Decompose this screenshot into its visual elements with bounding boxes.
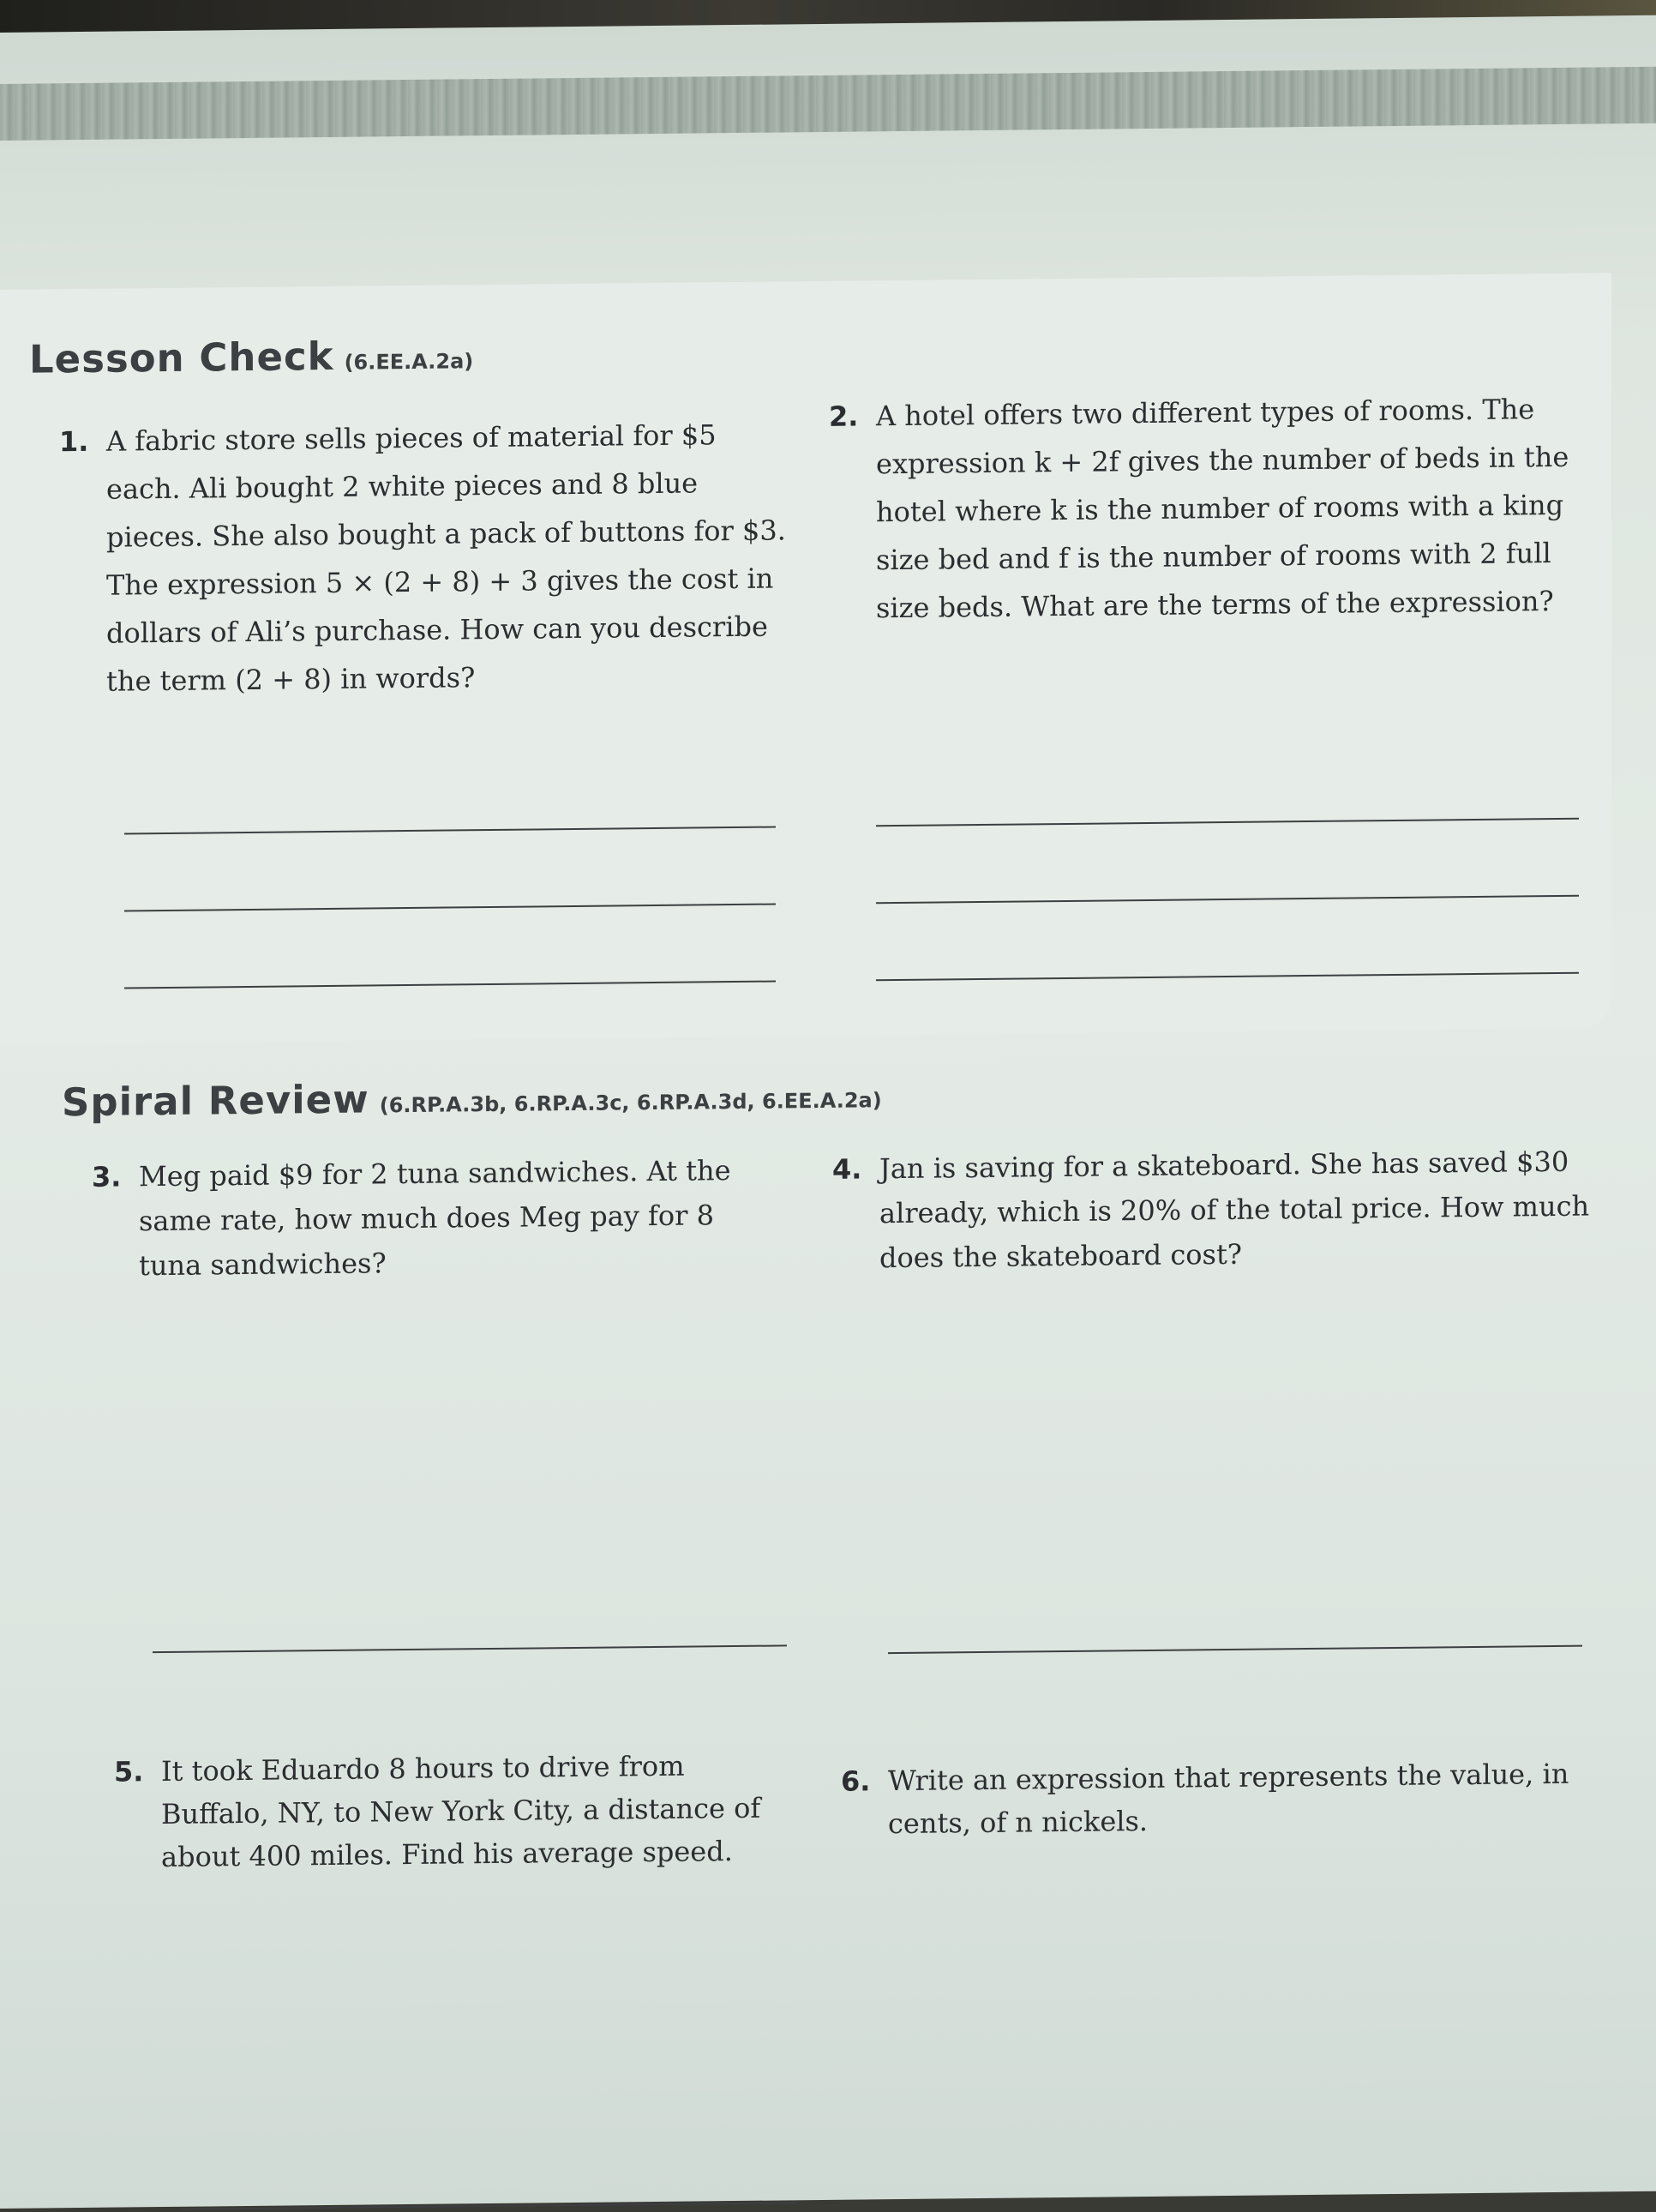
question-3	[92, 1148, 765, 1289]
question-number: 4.	[832, 1152, 862, 1186]
question-5	[114, 1743, 795, 1878]
question-number: 2.	[829, 400, 859, 433]
question-number: 5.	[114, 1755, 144, 1788]
question-text: It took Eduardo 8 hours to drive from Buffalo, NY, to New York City, a distance of about 400 miles. Find his average speed.	[161, 1749, 761, 1874]
question-2	[829, 385, 1579, 633]
worksheet-page	[0, 15, 1656, 2209]
spiral-review-heading	[62, 1071, 882, 1125]
lesson-check-title: Lesson Check	[29, 333, 334, 382]
question-text: Meg paid $9 for 2 tuna sandwiches. At the same rate, how much does Meg pay for 8 tuna sandwiches?	[139, 1154, 731, 1283]
answer-line[interactable]	[888, 1645, 1582, 1654]
question-text: Jan is saving for a skateboard. She has saved $30 already, which is 20% of the total price. How much does the skateboard cost?	[879, 1145, 1590, 1275]
question-text: A fabric store sells pieces of material for $5 each. Ali bought 2 white pieces and 8 blue pieces. She also bought a pack of buttons for $3. The expression 5 × (2 + 8) + 3 gives the cost in dollars of Ali’s purchase. How can you describe the term (2 + 8) in words?	[106, 418, 786, 698]
question-1	[59, 410, 792, 705]
question-number: 6.	[841, 1764, 871, 1798]
spiral-review-title: Spiral Review	[62, 1076, 369, 1126]
question-6	[841, 1752, 1591, 1846]
question-number: 1.	[59, 424, 89, 459]
question-4	[832, 1139, 1591, 1281]
decorative-header-stripe	[0, 67, 1656, 141]
question-number: 3.	[92, 1160, 122, 1193]
question-text: Write an expression that represents the value, in cents, of n nickels.	[888, 1757, 1569, 1841]
spiral-review-standards: (6.RP.A.3b, 6.RP.A.3c, 6.RP.A.3d, 6.EE.A.2a)	[379, 1088, 882, 1118]
lesson-check-heading	[29, 332, 473, 382]
answer-line[interactable]	[153, 1644, 787, 1653]
lesson-check-standards: (6.EE.A.2a)	[344, 349, 474, 375]
question-text: A hotel offers two different types of rooms. The expression k + 2f gives the number of beds in the hotel where k is the number of rooms with a king size bed and f is the number of rooms with 2 full size beds. What are the terms of the expression?	[876, 393, 1569, 625]
answer-line[interactable]	[180, 2202, 797, 2210]
